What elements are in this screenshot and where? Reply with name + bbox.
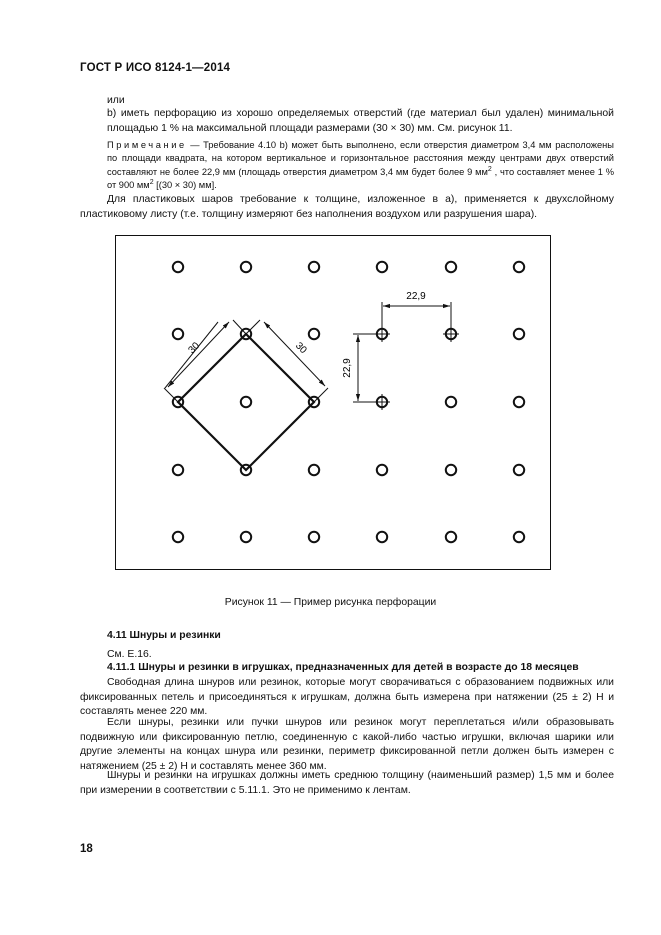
subsection-title: 4.11.1 Шнуры и резинки в игрушках, предназначенных для детей в возрасте до 18 месяцев: [107, 662, 579, 673]
hole: [514, 329, 524, 339]
note-label: Примечание: [107, 140, 187, 150]
hole: [446, 532, 456, 542]
hole: [241, 532, 251, 542]
document-header: ГОСТ Р ИСО 8124-1—2014: [80, 62, 231, 74]
hole: [377, 262, 387, 272]
hole: [514, 262, 524, 272]
dim-label-30-right: 30: [292, 340, 309, 357]
balls-paragraph: Для пластиковых шаров требование к толщине, изложенное в а), применяется к двухслойному пластиковому листу (т.е. толщину измеряют без наполнения воздухом или разрушения шара).: [80, 194, 614, 220]
hole: [377, 532, 387, 542]
dim-h-label: 22,9: [406, 291, 426, 302]
note-text-1: — Требование 4.10 b) может быть выполнено, если отверстия диаметром 3,4 мм расположены по площади квадрата, на котором вертикальное и горизонтальное расстояния между центрами двух отверстий составляют не более 22,9 мм (площадь отверстия диаметром 3,4 мм будет более 9 мм: [107, 140, 614, 177]
dim-line-left-ext2: [164, 388, 178, 402]
note-text-2: , что составляет менее 1 % от 900 мм: [107, 166, 614, 191]
hole: [309, 532, 319, 542]
hole: [173, 329, 183, 339]
hole: [173, 465, 183, 475]
list-item-b: b) иметь перфорацию из хорошо определяемых отверстий (где материал был удален) минимальной площадью 1 % на максимальной площади размерами (30 × 30) мм. См. рисунок 11.: [107, 108, 614, 134]
hole: [309, 262, 319, 272]
dim-line-left-ext0: [233, 320, 246, 334]
list-or: или: [107, 95, 125, 106]
figure-caption: Рисунок 11 — Пример рисунка перфорации: [224, 597, 437, 608]
page-number: 18: [80, 843, 93, 855]
hole: [241, 397, 251, 407]
dim-v-label: 22,9: [342, 358, 353, 378]
hole: [377, 465, 387, 475]
note-sup-2: 2: [149, 179, 154, 187]
hole: [446, 262, 456, 272]
holes-grid: [173, 262, 524, 542]
dim-line-right-ext1: [246, 320, 260, 334]
hole: [173, 532, 183, 542]
perforation-diagram: [116, 236, 552, 571]
hole: [309, 329, 319, 339]
paragraph-1: Свободная длина шнуров или резинок, которые могут сворачиваться с образованием подвижных или фиксированных петель и присоединяться к игрушкам, должна быть измерена при натяжении (25 ± 2) Н и составлять менее 220 мм.: [80, 677, 614, 718]
hole: [241, 262, 251, 272]
paragraph-3: Шнуры и резинки на игрушках должны иметь среднюю толщину (наименьший размер) 1,5 мм и более при измерении в соответствии с 5.11.1. Это не применимо к лентам.: [80, 770, 614, 796]
paragraph-2: Если шнуры, резинки или пучки шнуров или резинок могут переплетаться и/или образовывать подвижную или фиксированную петлю, соединенную с какой-либо частью игрушки, включая шарики или другие элементы на концах шнура или резинки, периметр фиксированной петли должен быть измерен с натяжением (25 ± 2) Н и составлять менее 360 мм.: [80, 717, 614, 772]
dim-label-30-left: 30: [186, 340, 203, 357]
note-sup-1: 2: [487, 165, 492, 173]
see-reference: См. Е.16.: [107, 649, 152, 660]
section-title: 4.11 Шнуры и резинки: [107, 630, 221, 641]
hole: [446, 465, 456, 475]
note-block: [107, 139, 614, 193]
hole: [514, 465, 524, 475]
dim-line-right-ext2: [314, 388, 328, 402]
hole: [514, 397, 524, 407]
perforation-figure: [115, 235, 551, 570]
hole: [514, 532, 524, 542]
hole: [309, 465, 319, 475]
note-text-3: [(30 × 30) мм].: [153, 180, 217, 191]
hole: [173, 262, 183, 272]
hole: [446, 397, 456, 407]
